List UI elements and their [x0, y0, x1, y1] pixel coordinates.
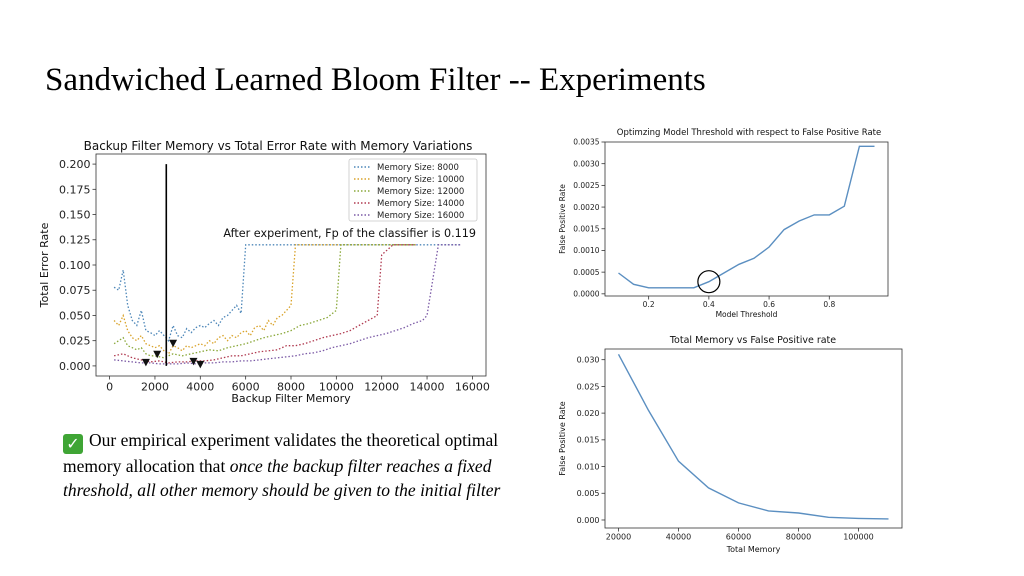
chart-title: Total Memory vs False Positive rate — [669, 335, 837, 346]
y-tick-label: 0.075 — [59, 284, 91, 298]
y-tick-label: 0.030 — [576, 355, 600, 365]
x-axis-label: Model Threshold — [715, 310, 778, 319]
y-tick-label: 0.175 — [59, 183, 91, 197]
caption-emphasis: once the backup filter reaches a fixed threshold, all other memory should be given to the initial filter — [63, 456, 501, 500]
x-tick-label: 20000 — [605, 532, 632, 542]
slide-title: Sandwiched Learned Bloom Filter -- Experiments — [45, 62, 706, 98]
x-tick-label: 0.4 — [702, 300, 715, 309]
y-tick-label: 0.100 — [59, 258, 91, 272]
y-tick-label: 0.0035 — [573, 137, 600, 147]
x-tick-label: 0.2 — [642, 300, 655, 309]
model-threshold-chart — [553, 124, 923, 324]
y-tick-label: 0.0020 — [573, 202, 600, 212]
series-line — [114, 245, 416, 358]
y-tick-label: 0.0025 — [573, 181, 600, 191]
y-tick-label: 0.010 — [576, 462, 600, 472]
x-tick-label: 60000 — [725, 532, 752, 542]
y-tick-label: 0.020 — [576, 408, 600, 418]
x-tick-label: 8000 — [277, 380, 305, 394]
legend-label: Memory Size: 10000 — [377, 175, 465, 185]
y-tick-label: 0.015 — [576, 435, 600, 445]
data-line — [619, 354, 889, 519]
y-tick-label: 0.200 — [59, 158, 91, 172]
chart-title: Optimzing Model Threshold with respect to False Positive Rate — [616, 128, 882, 138]
x-axis-label: Total Memory — [726, 545, 781, 554]
x-tick-label: 0.6 — [763, 300, 776, 309]
x-tick-label: 14000 — [409, 380, 445, 394]
x-tick-label: 6000 — [231, 380, 260, 394]
y-tick-label: 0.0030 — [573, 159, 600, 169]
y-tick-label: 0.0015 — [573, 224, 600, 234]
x-tick-label: 12000 — [364, 380, 400, 394]
x-tick-label: 80000 — [785, 532, 812, 542]
annotation-text: After experiment, Fp of the classifier is 0.119 — [223, 227, 476, 240]
optimum-marker — [196, 361, 204, 369]
checkmark-icon: ✓ — [63, 434, 83, 454]
y-axis-label: False Positive Rate — [558, 184, 567, 254]
plot-frame — [605, 349, 902, 528]
y-tick-label: 0.000 — [59, 359, 91, 373]
legend-label: Memory Size: 8000 — [377, 163, 459, 173]
legend-label: Memory Size: 16000 — [377, 211, 465, 221]
total-memory-chart — [553, 330, 923, 566]
x-tick-label: 40000 — [665, 532, 692, 542]
x-tick-label: 0 — [106, 380, 114, 394]
chart-title: Backup Filter Memory vs Total Error Rate with Memory Variations — [83, 139, 473, 153]
optimum-marker — [169, 340, 177, 348]
x-tick-label: 0.8 — [823, 300, 836, 309]
legend-label: Memory Size: 12000 — [377, 187, 465, 197]
y-tick-label: 0.150 — [59, 208, 91, 222]
y-tick-label: 0.050 — [59, 309, 91, 323]
y-tick-label: 0.0010 — [573, 246, 600, 256]
y-tick-label: 0.025 — [59, 334, 91, 348]
y-axis-label: False Positive Rate — [558, 401, 567, 476]
plot-frame — [605, 142, 888, 296]
caption-text: Our empirical experiment validates the theoretical optimal memory allocation that — [63, 430, 499, 476]
y-tick-label: 0.025 — [576, 382, 600, 392]
y-tick-label: 0.0000 — [573, 289, 600, 299]
x-tick-label: 100000 — [843, 532, 874, 542]
y-tick-label: 0.000 — [576, 515, 600, 525]
x-tick-label: 2000 — [140, 380, 169, 394]
data-line — [619, 146, 875, 287]
y-axis-label: Total Error Rate — [38, 222, 51, 308]
x-axis-label: Backup Filter Memory — [231, 392, 351, 405]
y-tick-label: 0.005 — [576, 489, 600, 499]
x-tick-label: 10000 — [318, 380, 354, 394]
legend-label: Memory Size: 14000 — [377, 199, 465, 209]
y-tick-label: 0.0005 — [573, 267, 600, 277]
x-tick-label: 4000 — [186, 380, 215, 394]
x-tick-label: 16000 — [454, 380, 490, 394]
y-tick-label: 0.125 — [59, 233, 91, 247]
backup-filter-memory-chart — [38, 134, 520, 414]
caption — [63, 428, 503, 502]
